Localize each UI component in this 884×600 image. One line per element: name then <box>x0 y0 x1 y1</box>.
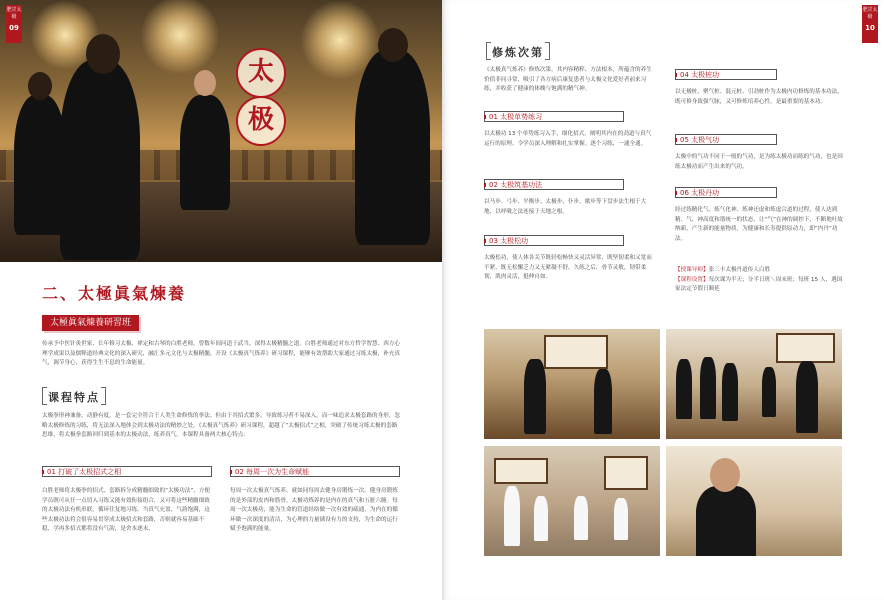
page-badge <box>862 5 878 43</box>
course-banner: 太極眞氣煉養研習班 <box>42 315 139 331</box>
photo-class-2 <box>666 329 842 439</box>
step-3-text: 太极松功，使人体各关节既轻松畅快又灵活异常，既坚韧柔和又宽而不紧，既无松懈乏力又无紧凝不舒。久练之后，骨节灵敏，韧带柔韧，肌肉灵活，挺伸自如。 <box>484 255 652 280</box>
step-4-heading: 04 太极桩功 <box>675 69 777 80</box>
step-6-text: 经过练精化气、炼气化神、炼神还虚和炼虚合道的过程，使人达到精、气、神高度和谐统一的状态，让“气”在神的调控下，不断地吐故纳新，产生新的能量物质，为健康和长寿提供原动力，即“内丹”功法。 <box>675 207 844 242</box>
schedule-value: 每次课为半天；分半日班＼周末班；每班 15 人，遇国家法定节假日顺延 <box>675 276 843 292</box>
photo-teacher-portrait <box>666 446 842 556</box>
order-intro: 《太极真气炼养》修炼次第，其内容精粹、方法根本，所蕴含的养生价值非同寻常，吸引了各方病后康复患者与太极文化爱好者前来习练，并收获了健康的体魄与饱满的精气神。 <box>484 67 652 92</box>
step-4-text: 以无极桩、聚气桩、混元桩、引劲桩作为太极内功修炼的基本功法，既可修身致强气脉，又可修炼培养心性，是最重要的基本功。 <box>675 89 843 105</box>
step-2-text: 以马步、弓步、平衡步、太极步、仆步、歇步等下盘步法生根于大地，以呼吸之法连接于天地之根。 <box>484 199 647 215</box>
features-heading: 课程特点 <box>48 391 100 404</box>
step-5-text: 太极中的气功不同于一般的气功，是为练太极功而练的气功，也是因练太极功而产生出来的气功。 <box>675 154 843 170</box>
order-heading: 修炼次第 <box>492 46 544 59</box>
step-5-heading: 05 太极气功 <box>675 134 777 145</box>
teacher-value: 张三丰太极丹道传人白胜 <box>708 267 771 273</box>
course-meta <box>675 266 847 295</box>
feature-2-heading: 02 每周一次为生命赋能 <box>230 466 400 477</box>
teacher-line <box>675 266 847 276</box>
section-title: 二、太極眞氣煉養 <box>42 284 187 303</box>
step-2-heading: 02 太极筑基功法 <box>484 179 624 190</box>
features-paragraph: 太极拳形神兼备，动静有度，是一套完全符合于人类生命修炼的拳法。但由于其招式繁多，导致练习者不易深入，而一味追求太极套路的身形，忽略太极修炼的习练，将无法深入地体会到太极功法的精妙之处。《太极真气炼养》研习课程，超越了“太极招式”之相，突破了传统习练太极的套路思维，将太极拳套路回归到基本的太极动法，练养真气。本课程具备两大核心特点： <box>42 413 401 438</box>
step-1-heading: 01 太极单势练习 <box>484 111 624 122</box>
step-1-text: 以太极功 13 个单势练习入手，细化招式，阐明其内在的劲道与真气运行的原理。令学员深入理解和扎实掌握。逐个习练，一通全通。 <box>484 131 652 147</box>
photo-class-1 <box>484 329 660 439</box>
badge-label: 肥甘太极 <box>862 7 878 20</box>
hero-photo <box>0 0 442 262</box>
feature-1-heading: 01 打破了太极招式之相 <box>42 466 212 477</box>
page-number: 09 <box>9 24 19 32</box>
feature-2-text: 每周一次太极真气炼养，就如同每周去健身房锻炼一次。健身房锻炼的是外部的皮肉和筋骨，太极功炼养的是内在的真气和五脏六腑。每周一次太极功，能为生命的管道经络做一次有效的疏通，为内在的循环做一次深度的清洁，为心理的力量铺设有力的支持，为生命的运行赋予饱满的能量。 <box>230 488 398 532</box>
step-3-heading: 03 太极松功 <box>484 235 624 246</box>
seal-character-tai: 太 <box>236 48 286 98</box>
step-6-heading: 06 太极丹功 <box>675 187 777 198</box>
page-number: 10 <box>865 24 875 32</box>
page-badge <box>6 5 22 43</box>
intro-paragraph: 传承予中医针灸世家，长年修习太极、禅定和古琴的白胜老师，曾数年间问道于武当，深得太极精髓之道。白胜老师通过对东方哲学智慧、西方心理学成果以及儒释道经典文化的深入研究，融汇多元文化与太极精髓，开设《太极真气炼养》研习课程，能够有效帮助大家通过习练太极，补充真气，调节身心，获得生生不息的生命能量。 <box>42 341 401 366</box>
teacher-label: 【授课导师】 <box>675 267 709 273</box>
seal-character-ji: 极 <box>236 96 286 146</box>
feature-1-text: 白胜老师将太极拳的招式、套路拆分成精髓细致的“太极功法”，方便学员既可从任一点切入习练又能有效衔接组合，又可将这些精髓细致的太极功法有机串联，循环往复地习练。当真气充盈、气韵饱满，这些太极功法将会很容易贯穿成太极招式和套路，否则就容易基础不稳，学再多招式都将没有气韵，是舍本逐末。 <box>42 488 211 532</box>
schedule-label: 【课程设置】 <box>675 276 709 283</box>
badge-label: 肥甘太极 <box>6 7 22 20</box>
right-page <box>442 0 884 600</box>
photo-class-3 <box>484 446 660 556</box>
schedule-line <box>675 276 847 295</box>
